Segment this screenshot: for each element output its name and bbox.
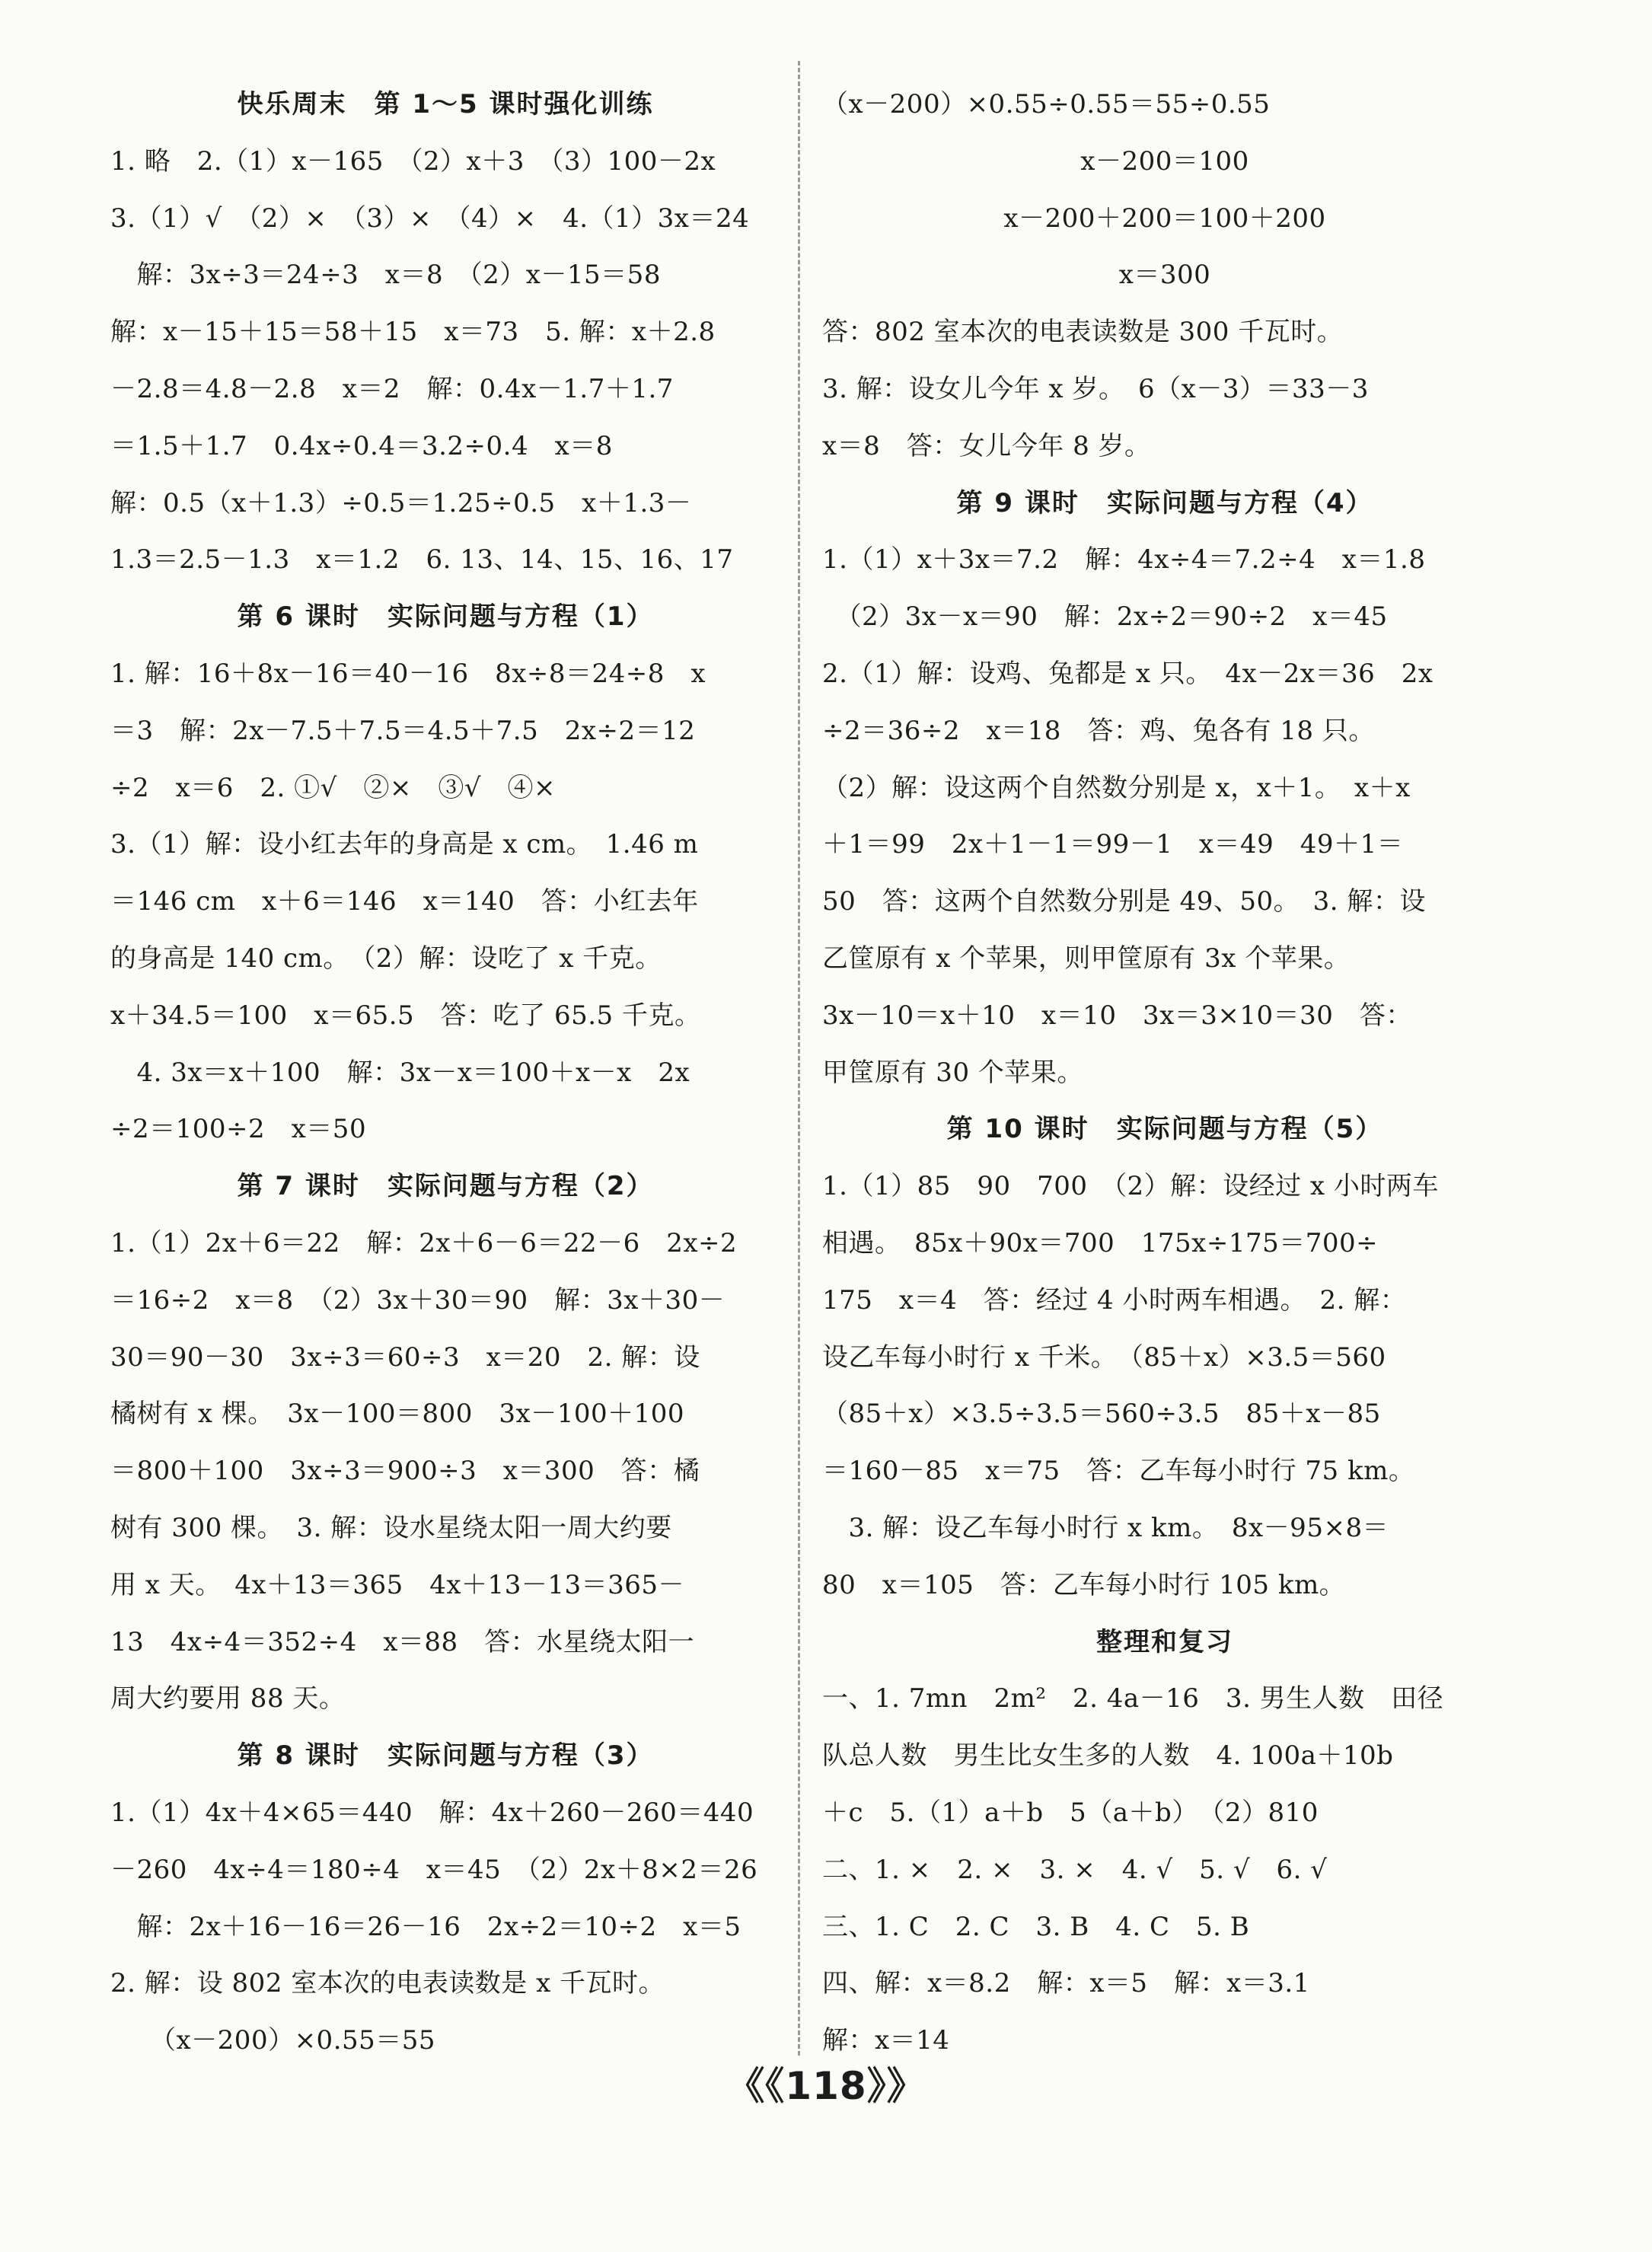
answer-line: 二、1. × 2. × 3. × 4. √ 5. √ 6. √ [822,1854,1328,1885]
section-heading: 第 6 课时 实际问题与方程（1） [237,601,654,633]
answer-line: x＝8 答：女儿今年 8 岁。 [822,430,1151,461]
answer-line: 设乙车每小时行 x 千米。 （85＋x）×3.5＝560 [822,1341,1386,1373]
answer-line: 三、1. C 2. C 3. B 4. C 5. B [822,1911,1250,1942]
answer-line: 3. 解：设乙车每小时行 x km。 8x－95×8＝ [822,1512,1389,1543]
answer-line: 四、解：x＝8.2 解：x＝5 解：x＝3.1 [822,1968,1310,1999]
answer-line: ÷2 x＝6 2. ①√ ②× ③√ ④× [110,772,556,803]
answer-line: 1.3＝2.5－1.3 x＝1.2 6. 13、14、15、16、17 [110,544,734,576]
answer-line: ÷2＝100÷2 x＝50 [110,1114,367,1145]
answer-line: 3. 解：设女儿今年 x 岁。 6（x－3）＝33－3 [822,373,1369,404]
answer-line: 一、1. 7mn 2m² 2. 4a－16 3. 男生人数 田径 [822,1683,1444,1715]
answer-line: 答：802 室本次的电表读数是 300 千瓦时。 [822,317,1344,348]
answer-line: 解：2x＋16－16＝26－16 2x÷2＝10÷2 x＝5 [110,1911,741,1942]
answer-line: 周大约要用 88 天。 [110,1683,346,1715]
answer-line: 50 答：这两个自然数分别是 49、50。 3. 解：设 [822,886,1426,917]
answer-line: x＋34.5＝100 x＝65.5 答：吃了 65.5 千克。 [110,1000,701,1031]
answer-line: 乙筐原有 x 个苹果，则甲筐原有 3x 个苹果。 [822,943,1351,974]
answer-line: 橘树有 x 棵。 3x－100＝800 3x－100＋100 [110,1399,684,1430]
answer-line: （2）3x－x＝90 解：2x÷2＝90÷2 x＝45 [822,601,1388,633]
answer-line: －2.8＝4.8－2.8 x＝2 解：0.4x－1.7＋1.7 [110,373,674,404]
answer-line: 4. 3x＝x＋100 解：3x－x＝100＋x－x 2x [110,1057,690,1088]
answer-line: 2. 解：设 802 室本次的电表读数是 x 千瓦时。 [110,1968,665,1999]
answer-line: ＝1.5＋1.7 0.4x÷0.4＝3.2÷0.4 x＝8 [110,430,613,461]
page-number: 《《118》》 [726,2064,926,2108]
section-heading: 第 10 课时 实际问题与方程（5） [946,1114,1383,1145]
right-column [822,76,1507,2069]
answer-line: 3.（1）√ （2）× （3）× （4）× 4.（1）3x＝24 [110,203,750,234]
answer-line: x－200＋200＝100＋200 [1003,203,1326,234]
answer-line: 1.（1）x＋3x＝7.2 解：4x÷4＝7.2÷4 x＝1.8 [822,544,1426,576]
answer-line: 30＝90－30 3x÷3＝60÷3 x＝20 2. 解：设 [110,1341,700,1373]
column-divider [798,61,800,2056]
answer-line: 3.（1）解：设小红去年的身高是 x cm。 1.46 m [110,829,699,860]
answer-line: 1.（1）85 90 700 （2）解：设经过 x 小时两车 [822,1171,1439,1202]
answer-line: ＝3 解：2x－7.5＋7.5＝4.5＋7.5 2x÷2＝12 [110,715,696,746]
answer-line: 树有 300 棵。 3. 解：设水星绕太阳一周大约要 [110,1512,672,1543]
answer-line: 甲筐原有 30 个苹果。 [822,1057,1083,1088]
answer-line: 1. 略 2.（1）x－165 （2）x＋3 （3）100－2x [110,145,716,177]
left-column [110,76,780,2069]
answer-line: ＝160－85 x＝75 答：乙车每小时行 75 km。 [822,1456,1415,1487]
answer-line: 1. 解：16＋8x－16＝40－16 8x÷8＝24÷8 x [110,658,706,689]
answer-line: －260 4x÷4＝180÷4 x＝45 （2）2x＋8×2＝26 [110,1854,758,1885]
answer-line: ＋c 5.（1）a＋b 5（a＋b） （2）810 [822,1797,1319,1828]
answer-line: ÷2＝36÷2 x＝18 答：鸡、兔各有 18 只。 [822,715,1375,746]
section-heading: 快乐周末 第 1～5 课时强化训练 [237,89,654,120]
answer-line: 的身高是 140 cm。 （2）解：设吃了 x 千克。 [110,943,662,974]
answer-line: 队总人数 男生比女生多的人数 4. 100a＋10b [822,1740,1394,1772]
answer-line: 13 4x÷4＝352÷4 x＝88 答：水星绕太阳一 [110,1626,695,1657]
answer-line: 3x－10＝x＋10 x＝10 3x＝3×10＝30 答： [822,1000,1412,1031]
answer-line: 解：x－15＋15＝58＋15 x＝73 5. 解：x＋2.8 [110,317,716,348]
answer-line: （x－200）×0.55÷0.55＝55÷0.55 [822,89,1271,120]
answer-line: （2）解：设这两个自然数分别是 x，x＋1。 x＋x [822,772,1411,803]
answer-line: ＋1＝99 2x＋1－1＝99－1 x＝49 49＋1＝ [822,829,1404,860]
answer-line: 用 x 天。 4x＋13＝365 4x＋13－13＝365－ [110,1569,684,1600]
answer-line: 1.（1）2x＋6＝22 解：2x＋6－6＝22－6 2x÷2 [110,1227,738,1258]
answer-line: 2.（1）解：设鸡、兔都是 x 只。 4x－2x＝36 2x [822,658,1434,689]
answer-line: 80 x＝105 答：乙车每小时行 105 km。 [822,1569,1346,1600]
answer-line: 解：x＝14 [822,2025,950,2056]
answer-line: 解：0.5（x＋1.3）÷0.5＝1.25÷0.5 x＋1.3－ [110,487,692,518]
answer-line: 相遇。 85x＋90x＝700 175x÷175＝700÷ [822,1227,1379,1258]
answer-line: ＝146 cm x＋6＝146 x＝140 答：小红去年 [110,886,699,917]
answer-line: 1.（1）4x＋4×65＝440 解：4x＋260－260＝440 [110,1797,754,1828]
answer-line: x＝300 [1118,260,1211,291]
answer-line: 175 x＝4 答：经过 4 小时两车相遇。 2. 解： [822,1284,1407,1316]
answer-line: （x－200）×0.55＝55 [110,2025,436,2056]
section-heading: 第 8 课时 实际问题与方程（3） [237,1740,654,1772]
answer-line: 解：3x÷3＝24÷3 x＝8 （2）x－15＝58 [110,260,661,291]
answer-line: ＝16÷2 x＝8 （2）3x＋30＝90 解：3x＋30－ [110,1284,726,1316]
answer-line: ＝800＋100 3x÷3＝900÷3 x＝300 答：橘 [110,1456,700,1487]
section-heading: 第 7 课时 实际问题与方程（2） [237,1171,654,1202]
answer-line: x－200＝100 [1080,145,1249,177]
answer-line: （85＋x）×3.5÷3.5＝560÷3.5 85＋x－85 [822,1399,1381,1430]
section-heading: 第 9 课时 实际问题与方程（4） [956,487,1373,518]
section-heading: 整理和复习 [1096,1626,1233,1657]
